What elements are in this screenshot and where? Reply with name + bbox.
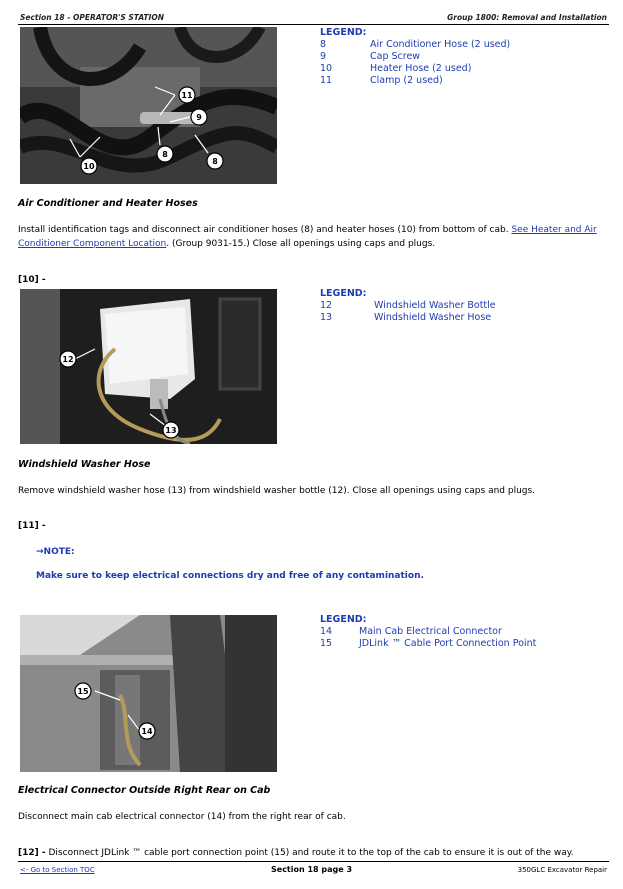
instruction-paragraph: Install identification tags and disconnect air conditioner hoses (8) and heater hoses (10) from bottom of cab. See Heater and Air Conditioner Component Location. (Group 9031-15.) Close all openings using caps and plugs. bbox=[18, 225, 597, 249]
section-heading: Windshield Washer Hose bbox=[18, 459, 151, 470]
svg-text:10: 10 bbox=[83, 162, 95, 171]
callout-10 bbox=[81, 158, 97, 174]
legend-title: LEGEND: bbox=[320, 288, 367, 299]
section-toc-link[interactable]: <- Go to Section TOC bbox=[20, 866, 95, 874]
legend-item: 9 Cap Screw bbox=[320, 51, 421, 62]
callout-13 bbox=[163, 422, 179, 438]
footer-divider bbox=[18, 861, 609, 862]
svg-text:14: 14 bbox=[141, 727, 153, 736]
svg-text:15: 15 bbox=[77, 687, 89, 696]
svg-text:8: 8 bbox=[162, 150, 168, 159]
legend-item: 15 JDLink ™ Cable Port Connection Point bbox=[320, 638, 537, 649]
component-location-link[interactable]: See Heater and Air Conditioner Component Location bbox=[18, 225, 597, 249]
washer-bottle-photo bbox=[20, 289, 277, 444]
step-label: [10] - bbox=[18, 275, 46, 285]
callout-12 bbox=[60, 351, 76, 367]
legend-item: 12 Windshield Washer Bottle bbox=[320, 300, 496, 311]
electrical-connector-photo bbox=[20, 615, 277, 772]
section-heading: Air Conditioner and Heater Hoses bbox=[18, 198, 198, 209]
legend-item: 11 Clamp (2 used) bbox=[320, 75, 443, 86]
page-number: Section 18 page 3 bbox=[271, 865, 353, 874]
svg-text:13: 13 bbox=[165, 426, 177, 435]
section-heading: Electrical Connector Outside Right Rear on Cab bbox=[18, 785, 271, 796]
step-12-paragraph: [12] - Disconnect JDLink ™ cable port connection point (15) and route it to the top of the cab to ensure it is out of the way. bbox=[18, 848, 574, 858]
svg-text:8: 8 bbox=[212, 157, 218, 166]
note-label: →NOTE: bbox=[36, 547, 75, 557]
callout-9 bbox=[191, 109, 207, 125]
svg-text:11: 11 bbox=[181, 91, 193, 100]
ac-heater-hoses-photo bbox=[20, 27, 277, 184]
header-divider bbox=[18, 24, 609, 25]
note-text: Make sure to keep electrical connections dry and free of any contamination. bbox=[36, 571, 424, 581]
svg-text:12: 12 bbox=[62, 355, 74, 364]
legend-item: 10 Heater Hose (2 used) bbox=[320, 63, 472, 74]
legend-item: 14 Main Cab Electrical Connector bbox=[320, 626, 502, 637]
legend-item: 13 Windshield Washer Hose bbox=[320, 312, 492, 323]
group-title: Group 1800: Removal and Installation bbox=[447, 13, 607, 22]
legend-title: LEGEND: bbox=[320, 27, 367, 38]
svg-text:9: 9 bbox=[196, 113, 202, 122]
callout-8b bbox=[207, 153, 223, 169]
callout-15 bbox=[75, 683, 91, 699]
callout-14 bbox=[139, 723, 155, 739]
callout-11 bbox=[179, 87, 195, 103]
manual-title: 350GLC Excavator Repair bbox=[517, 866, 607, 874]
step-label: [11] - bbox=[18, 521, 46, 531]
section-title: Section 18 - OPERATOR'S STATION bbox=[20, 13, 164, 22]
instruction-paragraph: Remove windshield washer hose (13) from windshield washer bottle (12). Close all openings using caps and plugs. bbox=[18, 486, 536, 496]
instruction-paragraph: Disconnect main cab electrical connector (14) from the right rear of cab. bbox=[18, 812, 346, 822]
callout-8a bbox=[157, 146, 173, 162]
legend-item: 8 Air Conditioner Hose (2 used) bbox=[320, 39, 511, 50]
legend-title: LEGEND: bbox=[320, 614, 367, 625]
